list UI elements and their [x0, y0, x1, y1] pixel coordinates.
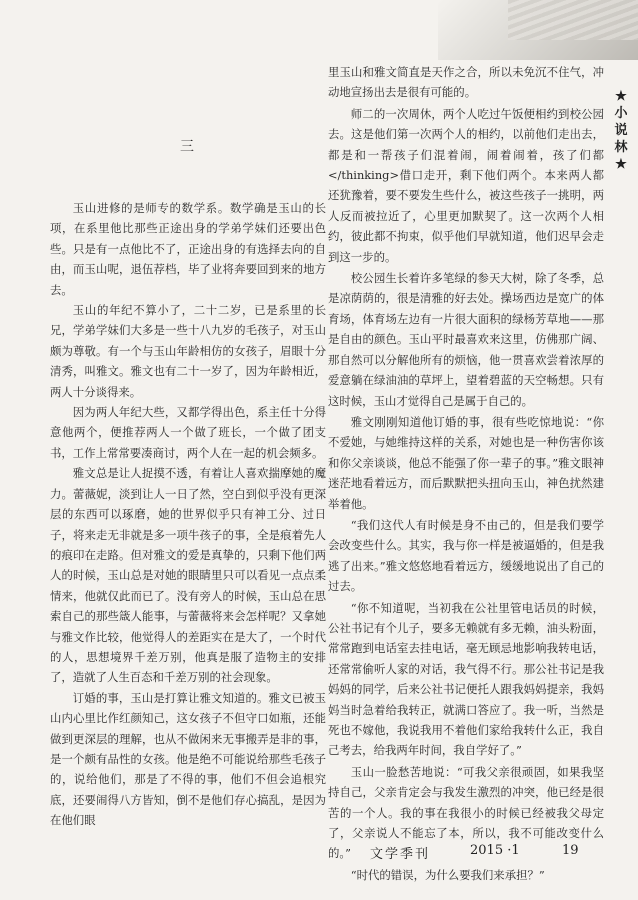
page-footer [330, 843, 590, 863]
paragraph: “你不知道呢，当初我在公社里管电话员的时候，公社书记有个儿子，要多无赖就有多无赖，油头粉面，常常跑到电话室去挂电话，毫无顾忌地影响我转电话，还常常偷听人家的对话，我气得不行。那公社书记是我妈妈的同学，后来公社书记便托人跟我妈妈提亲，我妈妈当时急着给我转正，就满口答应了。我一听，当然是死也不嫁他，我说我用不着他们家给我转什么正，我自己考去，给我两年时间，我自学好了。” [328, 600, 604, 758]
paragraph: 雅文总是让人捉摸不透，有着让人喜欢揣摩她的魔力。蕾薇妮，淡到让人一日了然，空白到似乎没有更深层的东西可以琢磨，她的世界似乎只有神工分、过日子，将来走无非就是多一项牛孩子的事，全是痕着先人的痕印在走路。但对雅文的爱是真挚的，只剩下他们两人的时候，玉山总是对她的眼睛里只可以看见一点点柔情来，他就仅此而已了。没有旁人的时候，玉山总在思索自己的那些箴人能事，与蕾薇将来会怎样呢？又拿她与雅文作比较，他觉得人的差距实在是大了，一个时代的人，思想境界千差万别，他真是服了造物主的安排了，造就了人生百态和千差万别的社会现象。 [50, 466, 326, 685]
corner-decoration [438, 0, 638, 60]
tab-char: 说 [614, 123, 628, 138]
paragraph: 里玉山和雅文简直是天作之合，所以未免沉不住气，冲动地宣扬出去是很有可能的。 [328, 65, 604, 100]
page-number: 19 [562, 843, 579, 858]
section-tab [612, 88, 630, 173]
tab-char: 林 [614, 140, 628, 155]
paragraph: “我们这代人有时候是身不由己的，但是我们要学会改变些什么。其实，我与你一样是被逼婚的，但是我逃了出来。”雅文悠悠地看着远方，缓缓地说出了自己的过去。 [328, 517, 604, 594]
paragraph: 因为两人年纪大些，又都学得出色，系主任十分得意他两个，便推荐两人一个做了班长，一个做了团支书，工作上常常要凑商讨，两个人在一起的机会频多。 [50, 405, 326, 460]
star-icon: ★ [615, 89, 627, 104]
paragraph: 玉山一脸愁苦地说：“可我父亲很顽固，如果我坚持自己，父亲肯定会与我发生激烈的冲突，他已经是很苦的一个人。我的事在我很小的时候已经被我父母定了，父亲说人不能忘了本，所以，我不可能改变什么的。” [328, 764, 604, 861]
paragraph: 订婚的事，玉山是打算让雅文知道的。雅文已被玉山内心里比作红颜知己，这女孩子不但守口如瓶，还能做到更深层的理解，也从不做闲来无事搬弄是非的事，是一个颇有品性的女孩。他是绝不可能说给那些毛孩子的，说给他们，那是了不得的事，他们不但会追根究底，还要闹得八方皆知，倒不是他们存心搞乱，是因为在他们眼 [50, 690, 326, 828]
paragraph: 校公园生长着许多笔绿的参天大树，除了冬季，总是凉荫荫的，很是清雅的好去处。操场西边是宽广的体育场，体育场左边有一片很大面积的绿杨芳草地——那是自由的颜色。玉山平时最喜欢来这里，仿佛那广阔、那自然可以分解他所有的烦恼，他一贯喜欢尝着浓厚的爱意躺在绿油油的草坪上，望着碧蓝的天空畅想。只有这时候，玉山才觉得自己是属于自己的。 [328, 271, 604, 408]
section-number: 三 [180, 139, 196, 155]
paragraph: 师二的一次周休，两个人吃过午饭便相约到校公园去。这是他们第一次两个人的相约，以前他们走出去，都是和一帮孩子们混着闹，闹着闹着，孩了们都</thinking>借口走开，剩下他们两个。本来两人都还犹豫着，要不要发生些什么，被这些孩子一挑明，两人反而被拉近了，心里更加默契了。这一次两个人相约，彼此都不拘束，似乎他们早就知道，他们迟早会走到这一步的。 [328, 106, 604, 264]
left-column [50, 198, 326, 831]
tab-char: 小 [614, 106, 628, 121]
paragraph: 玉山进修的是师专的数学系。数学确是玉山的长项，在系里他比那些正途出身的学弟学妹们还要出色些。只是有一点他比不了，正途出身的有选择去向的自由，而玉山呢，退伍荐档，毕了业将奔要回到来的地方去。 [50, 201, 326, 297]
paragraph: “时代的错误，为什么要我们来承担？” [350, 867, 545, 882]
paragraph: 玉山的年纪不算小了，二十二岁，已是系里的长兄，学弟学妹们大多是一些十八九岁的毛孩子，对玉山颇为尊敬。有一个与玉山年龄相仿的女孩子，眉眼十分清秀，叫雅文。雅文也有二十一岁了，因为年龄相近，两人十分谈得来。 [50, 303, 326, 399]
paragraph: 雅文刚刚知道他订婚的事，很有些吃惊地说：“你不爱她，与她维持这样的关系，对她也是一种伤害你该和你父亲谈谈，他总不能强了你一辈子的事。”雅文眼神迷茫地看着远方，而后默默把头扭向玉山，神色扰然建举着他。 [328, 414, 604, 511]
issue-number: 2015 ·1 [470, 843, 520, 858]
star-icon: ★ [615, 157, 627, 172]
journal-title: 文学季刊 [370, 847, 431, 862]
